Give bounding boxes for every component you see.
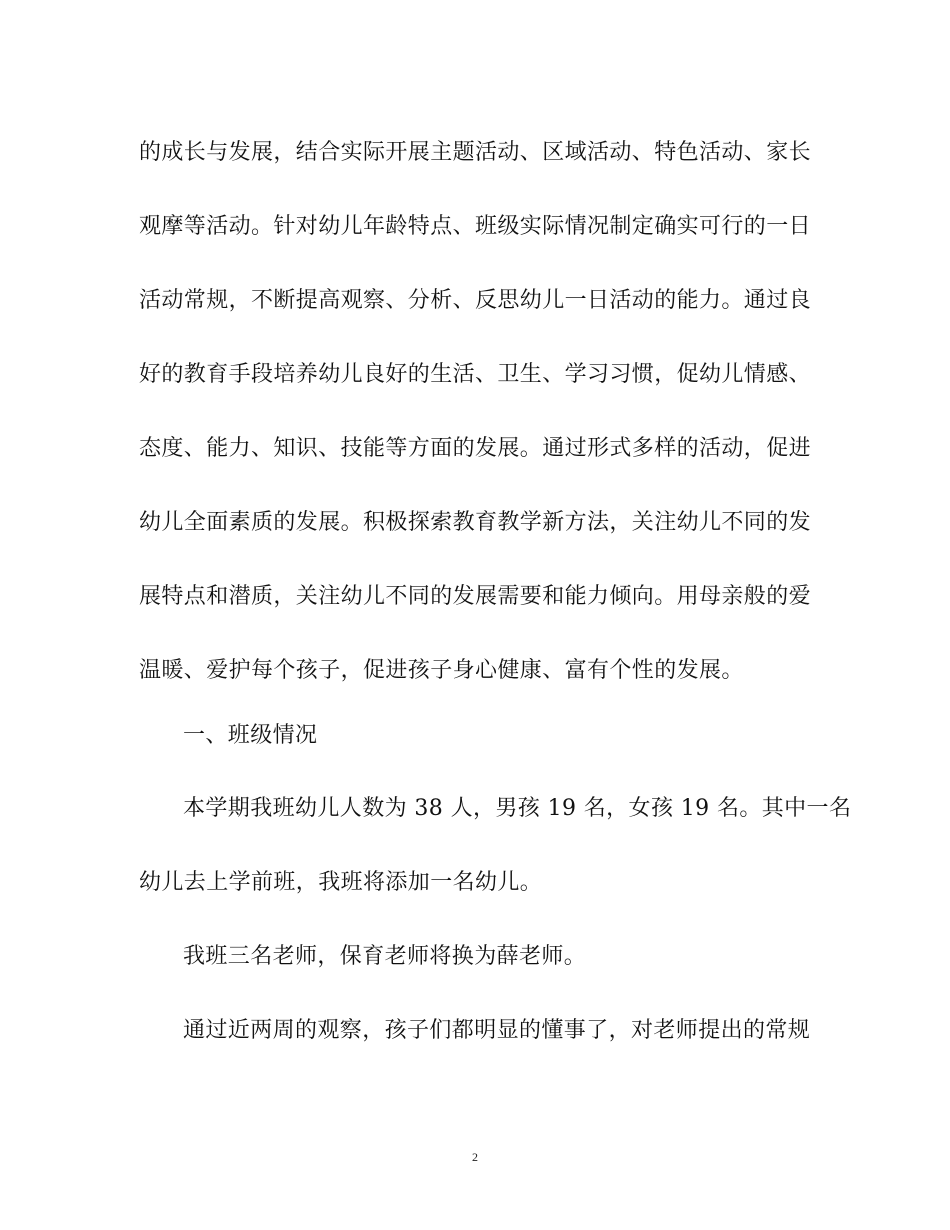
paragraph-line-3: 我班三名老师，保育老师将换为薛老师。	[183, 944, 587, 969]
text-line-1: 的成长与发展，结合实际开展主题活动、区域活动、特色活动、家长	[139, 140, 812, 165]
text-line-5: 态度、能力、知识、技能等方面的发展。通过形式多样的活动，促进	[139, 436, 812, 461]
section-heading: 一、班级情况	[183, 723, 318, 748]
text-line-6: 幼儿全面素质的发展。积极探索教育教学新方法，关注幼儿不同的发	[139, 510, 812, 535]
text-line-8: 温暖、爱护每个孩子，促进孩子身心健康、富有个性的发展。	[139, 658, 744, 683]
page-number: 2	[472, 1150, 478, 1164]
text-line-7: 展特点和潜质，关注幼儿不同的发展需要和能力倾向。用母亲般的爱	[139, 584, 812, 609]
paragraph-line-4: 通过近两周的观察，孩子们都明显的懂事了，对老师提出的常规	[183, 1018, 811, 1043]
paragraph-line-2: 幼儿去上学前班，我班将添加一名幼儿。	[139, 870, 543, 895]
text-line-4: 好的教育手段培养幼儿良好的生活、卫生、学习习惯，促幼儿情感、	[139, 362, 812, 387]
text-line-3: 活动常规，不断提高观察、分析、反思幼儿一日活动的能力。通过良	[139, 288, 812, 313]
paragraph-line-1: 本学期我班幼儿人数为 38 人，男孩 19 名，女孩 19 名。其中一名	[183, 796, 852, 821]
text-line-2: 观摩等活动。针对幼儿年龄特点、班级实际情况制定确实可行的一日	[139, 214, 812, 239]
